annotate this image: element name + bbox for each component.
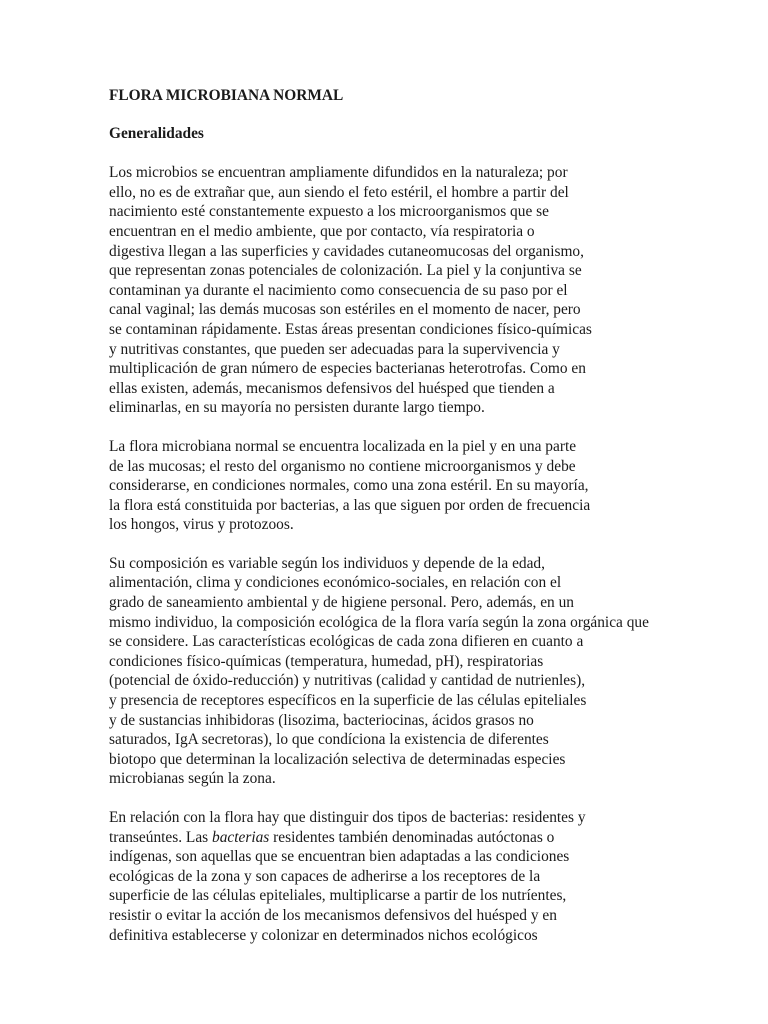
text-segment: residentes también denominadas autóctonas o [269,828,555,846]
paragraph-line: microbianas según la zona. [109,770,276,788]
paragraph-line: alimentación, clima y condiciones económico-sociales, en relación con el [109,574,562,592]
paragraph-line: indígenas, son aquellas que se encuentran bien adaptadas a las condiciones [109,848,570,866]
paragraph-4 [109,808,657,945]
paragraph-line: digestiva llegan a las superficies y cavidades cutaneomucosas del organismo, [109,242,584,260]
paragraph-line: superficie de las células epiteliales, multiplicarse a partir de los nutríentes, [109,887,567,905]
paragraph-line: En relación con la flora hay que distinguir dos tipos de bacterias: residentes y [109,809,586,826]
paragraph-line: ecológicas de la zona y son capaces de adherirse a los receptores de la [109,867,541,885]
paragraph-line: los hongos, virus y protozoos. [109,516,294,534]
paragraph-line: ellas existen, además, mecanismos defensivos del huésped que tienden a [109,379,555,397]
paragraph-line: contaminan ya durante el nacimiento como consecuencia de su paso por el [109,281,568,299]
paragraph-line-with-italic [109,828,657,848]
text-segment: transeúntes. Las [109,828,213,846]
paragraph-line: eliminarlas, en su mayoría no persisten durante largo tiempo. [109,399,485,417]
paragraph-line: (potencial de óxido-reducción) y nutritivas (calidad y cantidad de nutrienles), [109,672,586,690]
paragraph-line: canal vaginal; las demás mucosas son estériles en el momento de nacer, pero [109,301,581,319]
paragraph-line: definitiva establecerse y colonizar en determinados nichos ecológicos [109,926,538,944]
paragraph-line: la flora está constituida por bacterias, a las que siguen por orden de frecuencia [109,496,591,514]
paragraph-line: resistir o evitar la acción de los mecanismos defensivos del huésped y en [109,906,557,924]
paragraph-1 [109,163,657,418]
section-heading: Generalidades [109,124,204,142]
paragraph-line: que representan zonas potenciales de colonización. La piel y la conjuntiva se [109,262,582,280]
paragraph-line: Su composición es variable según los individuos y depende de la edad, [109,554,545,572]
paragraph-line: condiciones físico-químicas (temperatura, humedad, pH), respiratorias [109,652,544,670]
italic-term: bacterias [212,828,270,846]
paragraph-line: y de sustancias inhibidoras (lisozima, bacteriocinas, ácidos grasos no [109,711,534,729]
paragraph-2 [109,437,657,535]
paragraph-line: biotopo que determinan la localización selectiva de determinadas especies [109,750,566,768]
paragraph-line: multiplicación de gran número de especies bacterianas heterotrofas. Como en [109,360,586,378]
paragraph-line: La flora microbiana normal se encuentra localizada en la piel y en una parte [109,437,577,455]
paragraph-line: Los microbios se encuentran ampliamente difundidos en la naturaleza; por [109,164,568,182]
paragraph-line: ello, no es de extrañar que, aun siendo el feto estéril, el hombre a partir del [109,183,569,201]
paragraph-line: encuentran en el medio ambiente, que por contacto, vía respiratoria o [109,222,535,240]
paragraph-line: y presencia de receptores específicos en la superficie de las células epiteliales [109,692,587,710]
document-title: FLORA MICROBIANA NORMAL [109,87,344,104]
paragraph-line: y nutritivas constantes, que pueden ser adecuadas para la supervivencia y [109,340,560,358]
document-page [109,86,657,945]
paragraph-line: nacimiento esté constantemente expuesto a los microorganismos que se [109,203,549,221]
paragraph-line: grado de saneamiento ambiental y de higiene personal. Pero, además, en un [109,594,574,612]
paragraph-line: se contaminan rápidamente. Estas áreas presentan condiciones físico-químicas [109,320,592,338]
paragraph-line: considerarse, en condiciones normales, como una zona estéril. En su mayoría, [109,477,589,495]
paragraph-line: mismo individuo, la composición ecológica de la flora varía según la zona orgánica que [109,613,649,631]
paragraph-line: de las mucosas; el resto del organismo no contiene microorganismos y debe [109,457,576,475]
paragraph-line: saturados, IgA secretoras), lo que condíciona la existencia de diferentes [109,731,549,749]
paragraph-3 [109,554,657,789]
paragraph-line: se considere. Las características ecológicas de cada zona difieren en cuanto a [109,633,584,651]
